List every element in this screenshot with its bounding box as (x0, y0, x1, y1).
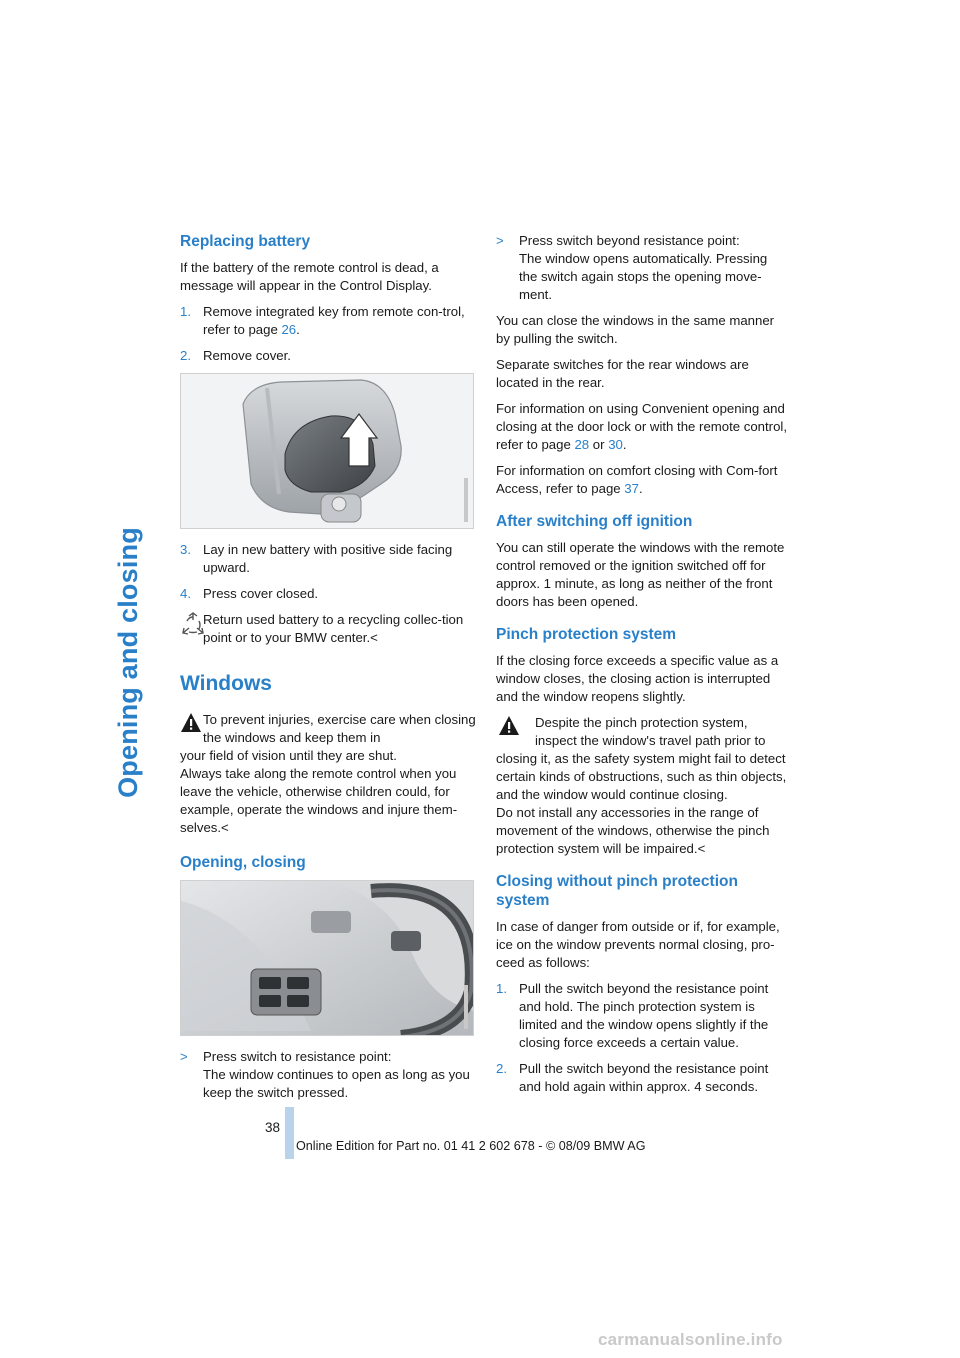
figure-code (461, 478, 471, 522)
left-column (180, 230, 476, 1110)
bullet-text-line2: The window opens automatically. Pressing the switch again stops the opening move-ment. (519, 251, 768, 302)
convenient-opening-text: For information on using Convenient opening and closing at the door lock or with the remote control, refer to page 28 or 30. (496, 401, 788, 452)
battery-step-1: 1. Remove integrated key from remote con-trol, refer to page 26. (180, 304, 465, 337)
warning-text-rest: your field of vision until they are shut. (180, 748, 397, 763)
step-number: 1. (180, 304, 191, 319)
step-text: Remove integrated key from remote con-trol, refer to page (203, 304, 465, 337)
end-mark: < (697, 841, 706, 856)
window-switch-figure (180, 880, 474, 1036)
step-text: Lay in new battery with positive side facing upward. (203, 542, 453, 575)
remote-key-figure (180, 373, 474, 529)
without-pinch-step-2 (496, 1060, 788, 1096)
battery-intro: If the battery of the remote control is dead, a message will appear in the Control Display. (180, 260, 439, 293)
chapter-title-text: Opening and closing (112, 526, 143, 798)
step-text: Remove cover. (203, 348, 291, 363)
pinch-protection-text: If the closing force exceeds a specific value as a window closes, the closing action is interrupted and the window reopens slightly. (496, 653, 779, 704)
step-text: Pull the switch beyond the resistance point and hold again within approx. 4 seconds. (519, 1061, 769, 1094)
bullet-text-line1: Press switch to resistance point: (203, 1049, 392, 1064)
page-link-37[interactable]: 37 (624, 481, 639, 496)
recycling-icon (180, 611, 206, 637)
bullet-mark: > (180, 1049, 188, 1064)
step-number: 2. (496, 1061, 507, 1076)
figure-code (461, 985, 471, 1029)
page-link-26[interactable]: 26 (281, 322, 297, 337)
opening-bullet-1 (180, 1048, 476, 1102)
without-pinch-intro: In case of danger from outside or if, for example, ice on the window prevents normal closing, pro-ceed as follows: (496, 919, 780, 970)
battery-step-3 (180, 541, 476, 577)
remote-key-illustration (181, 374, 474, 529)
separate-switches-text: Separate switches for the rear windows are located in the rear. (496, 357, 749, 390)
opening-bullet-2 (496, 232, 788, 304)
heading-windows: Windows (180, 672, 272, 695)
footer-accent-bar (285, 1107, 294, 1159)
warning-triangle-icon (498, 715, 520, 737)
recycling-note-text: Return used battery to a recycling collec-tion point or to your BMW center. (203, 612, 464, 645)
heading-opening-closing: Opening, closing (180, 854, 306, 871)
close-windows-text: You can close the windows in the same manner by pulling the switch. (496, 313, 775, 346)
step-number: 1. (496, 981, 507, 996)
edition-note: Online Edition for Part no. 01 41 2 602 678 - © 08/09 BMW AG (296, 1139, 646, 1153)
page-link-30[interactable]: 30 (608, 437, 623, 452)
heading-pinch-protection: Pinch protection system (496, 626, 677, 643)
page-number: 38 (264, 1120, 280, 1135)
right-column (496, 230, 788, 1104)
page-link-28[interactable]: 28 (574, 437, 590, 452)
step-text: Pull the switch beyond the resistance point and hold. The pinch protection system is limited and the window opens slightly if the closing force exceeds a certain value. (519, 981, 769, 1050)
warning-text-line1: Despite the pinch protection system, inspect the window's travel path prior to (535, 715, 766, 748)
warning-text-line1: To prevent injuries, exercise care when closing the windows and keep them in (203, 712, 476, 745)
bullet-text-line1: Press switch beyond resistance point: (519, 233, 740, 248)
comfort-access-text: For information on comfort closing with Com-fort Access, refer to page 37. (496, 463, 778, 496)
bullet-mark: > (496, 233, 504, 248)
heading-replacing-battery: Replacing battery (180, 233, 311, 250)
step-number: 3. (180, 542, 191, 557)
step-text: Press cover closed. (203, 586, 319, 601)
warning-text-rest: closing it, as the safety system might fail to detect certain kinds of obstructions, such as thin objects, and the window would continue closing. (496, 751, 787, 802)
battery-step-4 (180, 585, 476, 603)
warning-text-p2: Always take along the remote control when you leave the vehicle, otherwise children could, for example, operate the windows and injure them-selves. (180, 766, 458, 835)
windows-warning (180, 711, 476, 837)
bullet-text-line2: The window continues to open as long as you keep the switch pressed. (203, 1067, 470, 1100)
without-pinch-step-1 (496, 980, 788, 1052)
battery-step-2 (180, 347, 476, 365)
end-mark: < (370, 630, 378, 645)
heading-after-ignition: After switching off ignition (496, 513, 693, 530)
step-number: 2. (180, 348, 191, 363)
after-ignition-text: You can still operate the windows with the remote control removed or the ignition switched off for approx. 1 minute, as long as neither of the front doors has been opened. (496, 540, 785, 609)
window-switch-illustration (181, 881, 474, 1036)
warning-text-p2: Do not install any accessories in the range of movement of the windows, otherwise the pinch protection system will be impaired. (496, 805, 770, 856)
end-mark: < (221, 820, 229, 835)
warning-triangle-icon (180, 712, 202, 734)
chapter-side-title (108, 242, 148, 1082)
recycling-note (180, 611, 476, 647)
step-number: 4. (180, 586, 191, 601)
heading-without-pinch: Closing without pinch protection system (496, 873, 738, 909)
pinch-warning (496, 714, 788, 858)
watermark: carmanualsonline.info (598, 1330, 783, 1349)
